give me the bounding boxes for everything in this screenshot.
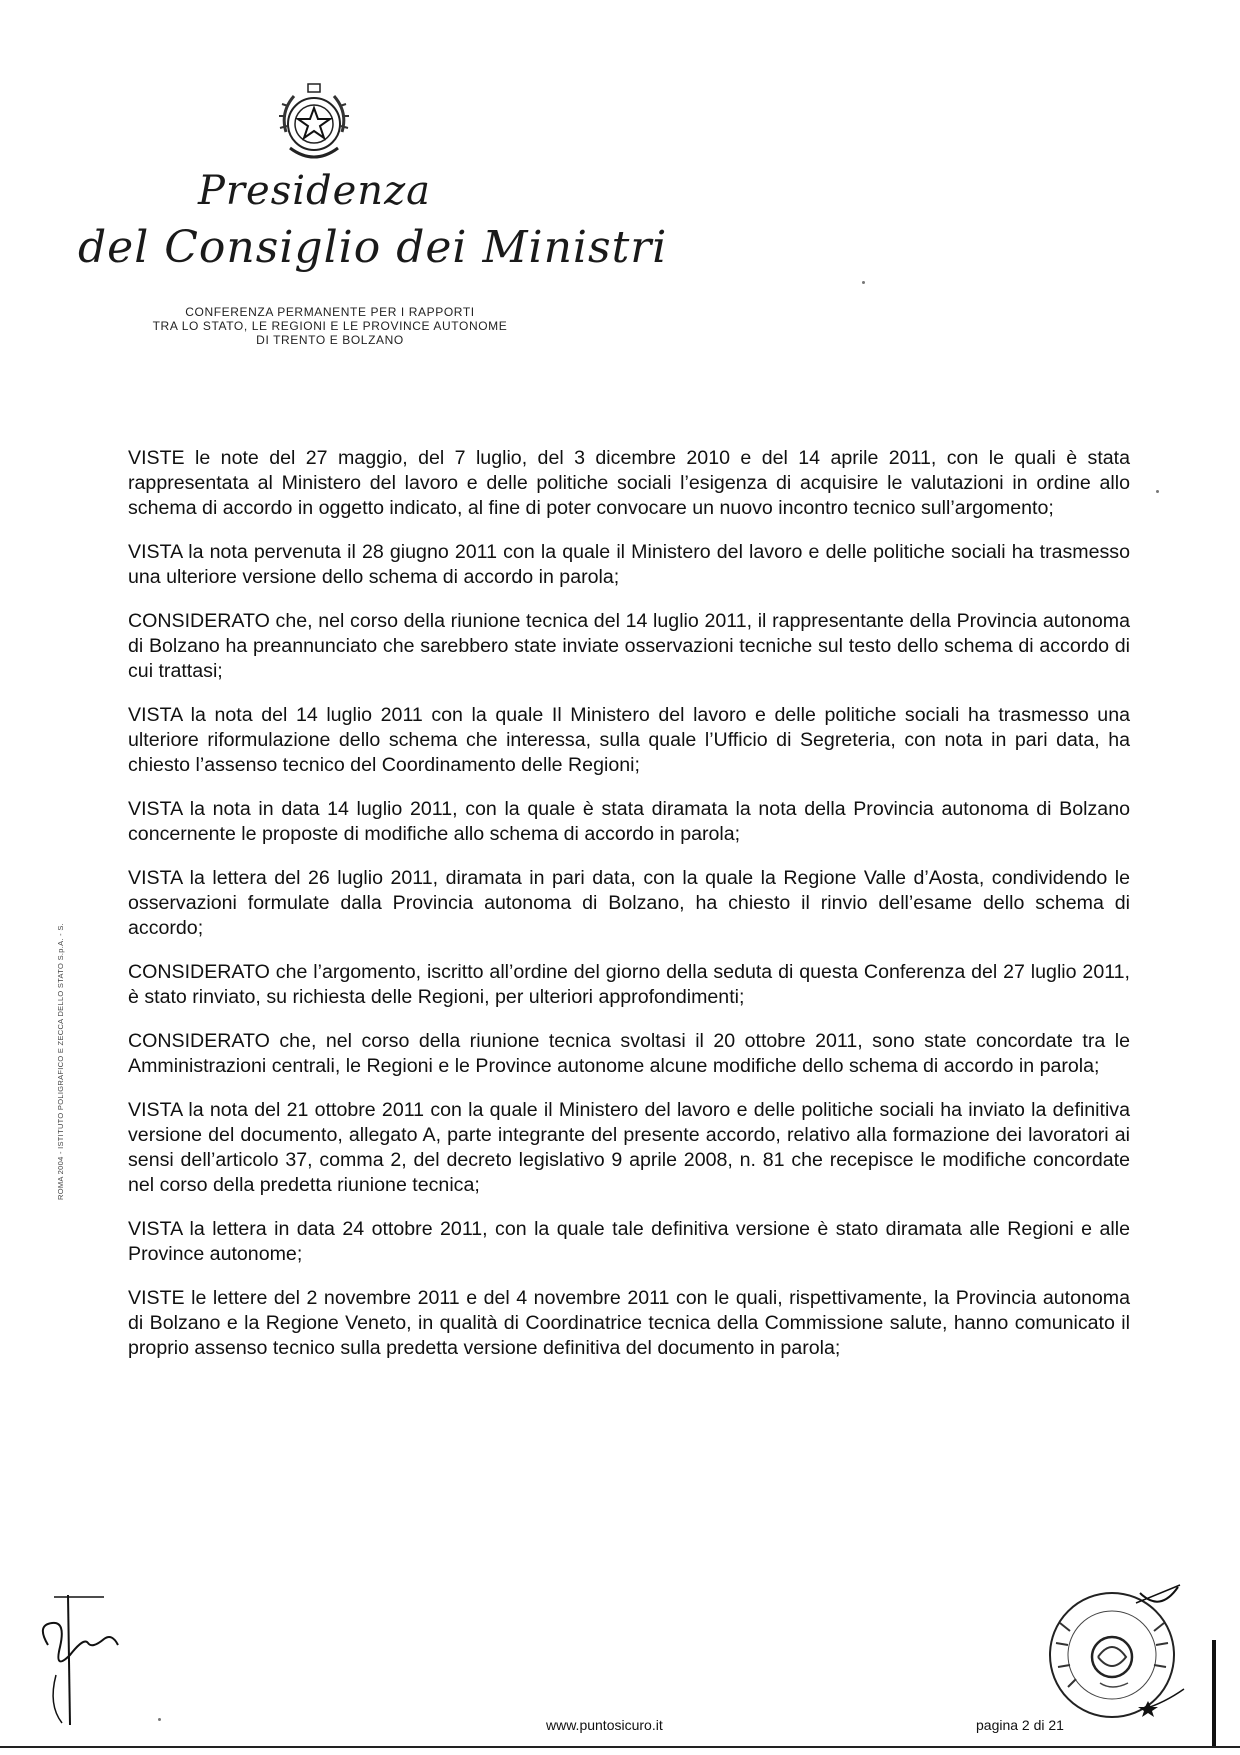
header-title-consiglio: del Consiglio dei Ministri — [78, 222, 668, 273]
handwritten-initials-icon — [26, 1585, 136, 1735]
paragraph: VISTA la nota pervenuta il 28 giugno 2011 con la quale il Ministero del lavoro e delle politiche sociali ha trasmesso una ulteriore versione dello schema di accordo in parola; — [128, 541, 1130, 588]
paragraph: VISTA la lettera in data 24 ottobre 2011, con la quale tale definitiva versione è stato diramata alle Regioni e alle Province autonome; — [128, 1218, 1130, 1265]
scan-speck — [158, 1718, 161, 1721]
footer-page-number: pagina 2 di 21 — [976, 1717, 1064, 1733]
paragraph: CONSIDERATO che, nel corso della riunione tecnica del 14 luglio 2011, il rappresentante della Provincia autonoma di Bolzano ha preannunciato che sarebbero state inviate osservazioni tecniche sul testo dello schema di accordo di cui trattasi; — [128, 610, 1130, 682]
paragraph: CONSIDERATO che l’argomento, iscritto all’ordine del giorno della seduta di questa Conferenza del 27 luglio 2011, è stato rinviato, su richiesta delle Regioni, per ulteriori approfondimenti; — [128, 961, 1130, 1008]
paragraph: VISTA la nota del 21 ottobre 2011 con la quale il Ministero del lavoro e delle politiche sociali ha inviato la definitiva versione del documento, allegato A, parte integrante del presente accordo, relativo alla formazione dei lavoratori ai sensi dell’articolo 37, comma 2, del decreto legislativo 9 aprile 2008, n. 81 che recepisce le modifiche concordate nel corso della predetta riunione tecnica; — [128, 1099, 1130, 1196]
printer-margin-note: ROMA 2004 - ISTITUTO POLIGRAFICO E ZECCA DELLO STATO S.p.A. - S. — [56, 922, 65, 1200]
scan-speck — [1156, 490, 1159, 493]
paragraph: CONSIDERATO che, nel corso della riunione tecnica svoltasi il 20 ottobre 2011, sono state concordate tra le Amministrazioni centrali, le Regioni e le Province autonome alcune modifiche dello schema di accordo in parola; — [128, 1030, 1130, 1077]
document-body — [128, 446, 1130, 1380]
scan-edge-mark — [1212, 1640, 1216, 1748]
official-stamp-icon — [1040, 1583, 1190, 1723]
conference-line-1: CONFERENZA PERMANENTE PER I RAPPORTI — [185, 305, 475, 319]
footer-website-link[interactable]: www.puntosicuro.it — [546, 1717, 663, 1733]
conference-heading — [140, 305, 520, 347]
conference-line-3: DI TRENTO E BOLZANO — [256, 333, 404, 347]
paragraph: VISTA la nota in data 14 luglio 2011, con la quale è stata diramata la nota della Provincia autonoma di Bolzano concernente le proposte di modifiche allo schema di accordo in parola; — [128, 798, 1130, 845]
conference-line-2: TRA LO STATO, LE REGIONI E LE PROVINCE AUTONOME — [152, 319, 508, 333]
paragraph: VISTE le lettere del 2 novembre 2011 e del 4 novembre 2011 con le quali, rispettivamente, la Provincia autonoma di Bolzano e la Regione Veneto, in qualità di Coordinatrice tecnica della Commissione salute, hanno comunicato il proprio assenso tecnico sulla predetta versione definitiva del documento in parola; — [128, 1287, 1130, 1359]
header-title-presidenza: Presidenza — [198, 168, 431, 214]
scan-speck — [862, 281, 865, 284]
paragraph: VISTA la lettera del 26 luglio 2011, diramata in pari data, con la quale la Regione Valle d’Aosta, condividendo le osservazioni formulate dalla Provincia autonoma di Bolzano, ha chiesto il rinvio dell’esame dello schema di accordo; — [128, 867, 1130, 939]
scan-bottom-edge — [0, 1746, 1240, 1748]
republic-emblem-icon — [272, 82, 356, 172]
paragraph: VISTA la nota del 14 luglio 2011 con la quale Il Ministero del lavoro e delle politiche sociali ha trasmesso una ulteriore riformulazione dello schema che interessa, sulla quale l’Ufficio di Segreteria, con nota in pari data, ha chiesto l’assenso tecnico del Coordinamento delle Regioni; — [128, 704, 1130, 776]
paragraph: VISTE le note del 27 maggio, del 7 luglio, del 3 dicembre 2010 e del 14 aprile 2011, con le quali è stata rappresentata al Ministero del lavoro e delle politiche sociali l’esigenza di acquisire le valutazioni in ordine allo schema di accordo in oggetto indicato, al fine di poter convocare un nuovo incontro tecnico sull’argomento; — [128, 447, 1130, 519]
